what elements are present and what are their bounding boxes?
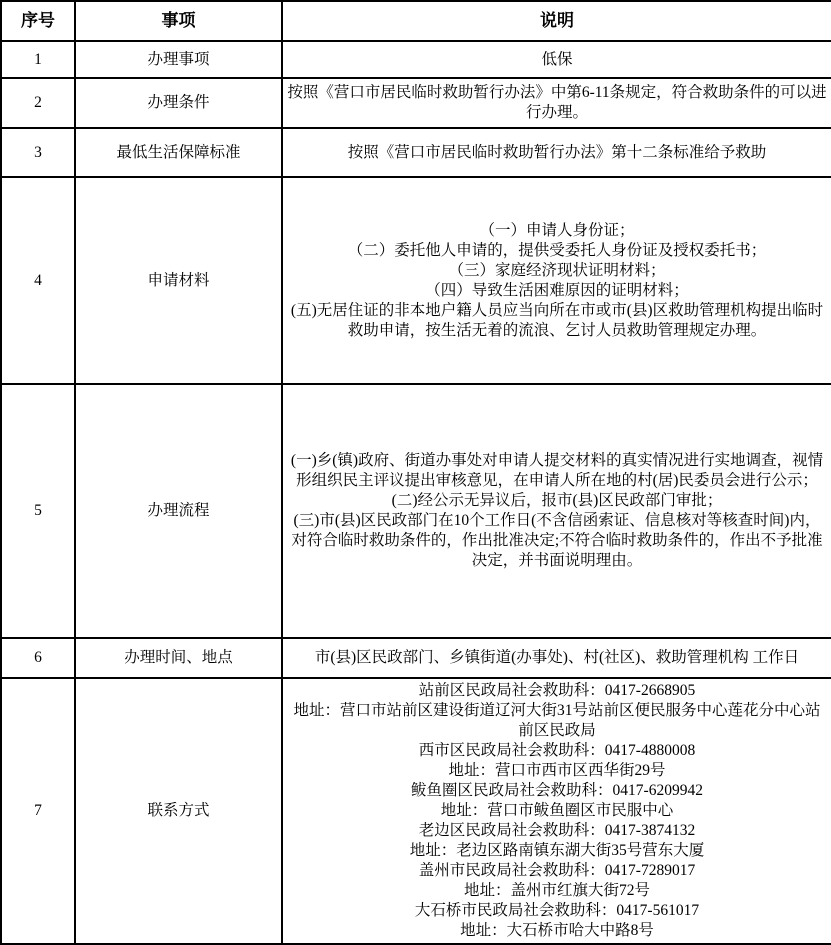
row-item-cell: 办理时间、地点 [75, 638, 282, 678]
row-number-cell: 3 [1, 128, 75, 177]
table-row [1, 41, 831, 78]
row-number-cell: 6 [1, 638, 75, 678]
header-cell-item: 事项 [75, 1, 282, 41]
table-row [1, 177, 831, 384]
row-desc-cell: 按照《营口市居民临时救助暂行办法》中第6-11条规定，符合救助条件的可以进行办理。 [282, 78, 831, 128]
row-item-cell: 申请材料 [75, 177, 282, 384]
row-number-cell: 2 [1, 78, 75, 128]
row-item-cell: 最低生活保障标准 [75, 128, 282, 177]
row-desc-cell: 站前区民政局社会救助科：0417-2668905 地址：营口市站前区建设街道辽河大街31号站前区便民服务中心莲花分中心站前区民政局 西市区民政局社会救助科：0417-4880008 地址：营口市西市区西华街29号 鲅鱼圈区民政局社会救助科：0417-6209942 地址：营口市鲅鱼圈区市民服中心 老边区民政局社会救助科：0417-3874132 地址：老边区路南镇东湖大街35号营东大厦 盖州市民政局社会救助科：0417-7289017 地址：盖州市红旗大街72号 大石桥市民政局社会救助科：0417-561017 地址：大石桥市哈大中路8号 [282, 678, 831, 944]
table-row [1, 128, 831, 177]
row-item-cell: 办理流程 [75, 384, 282, 638]
row-desc-cell: 低保 [282, 41, 831, 78]
row-desc-cell: 市(县)区民政部门、乡镇街道(办事处)、村(社区)、救助管理机构 工作日 [282, 638, 831, 678]
table-row [1, 78, 831, 128]
table-row [1, 638, 831, 678]
row-number-cell: 1 [1, 41, 75, 78]
row-item-cell: 联系方式 [75, 678, 282, 944]
header-cell-no: 序号 [1, 1, 75, 41]
row-desc-cell: （一）申请人身份证； （二）委托他人申请的，提供受委托人身份证及授权委托书； （三）家庭经济现状证明材料； （四）导致生活困难原因的证明材料； (五)无居住证的非本地户籍人员应当向所在市或市(县)区救助管理机构提出临时救助申请，按生活无着的流浪、乞讨人员救助管理规定办理。 [282, 177, 831, 384]
table-header-row [1, 1, 831, 41]
table-row [1, 678, 831, 944]
row-number-cell: 7 [1, 678, 75, 944]
row-item-cell: 办理事项 [75, 41, 282, 78]
table-row [1, 384, 831, 638]
header-cell-desc: 说明 [282, 1, 831, 41]
row-number-cell: 4 [1, 177, 75, 384]
row-desc-cell: (一)乡(镇)政府、街道办事处对申请人提交材料的真实情况进行实地调查，视情形组织民主评议提出审核意见，在申请人所在地的村(居)民委员会进行公示； (二)经公示无异议后，报市(县)区民政部门审批； (三)市(县)区民政部门在10个工作日(不含信函索证、信息核对等核查时间)内，对符合临时救助条件的，作出批准决定;不符合临时救助条件的，作出不予批准决定，并书面说明理由。 [282, 384, 831, 638]
row-item-cell: 办理条件 [75, 78, 282, 128]
row-number-cell: 5 [1, 384, 75, 638]
row-desc-cell: 按照《营口市居民临时救助暂行办法》第十二条标准给予救助 [282, 128, 831, 177]
